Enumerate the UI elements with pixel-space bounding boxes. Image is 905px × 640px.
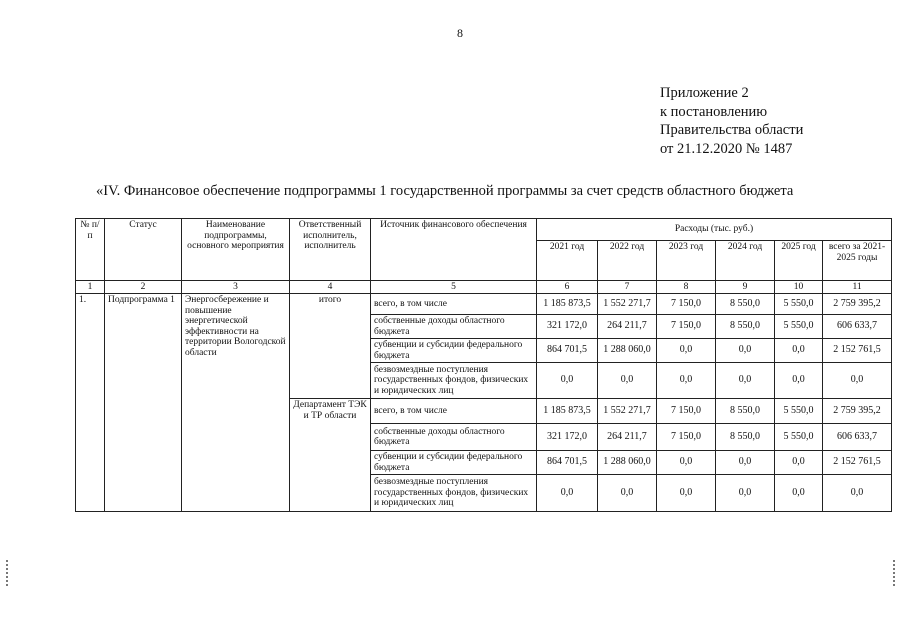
value-cell: 0,0 — [775, 339, 823, 363]
funding-source: всего, в том числе — [371, 294, 537, 315]
value-cell: 2 759 395,2 — [823, 399, 892, 424]
appendix-line: Приложение 2 — [660, 85, 749, 101]
value-cell: 0,0 — [537, 475, 598, 512]
value-cell: 7 150,0 — [657, 399, 716, 424]
column-index: 9 — [716, 281, 775, 294]
row-status: Подпрограмма 1 — [105, 294, 182, 512]
table-row — [76, 294, 892, 315]
value-cell: 0,0 — [657, 475, 716, 512]
value-cell: 5 550,0 — [775, 399, 823, 424]
header-year: 2022 год — [598, 241, 657, 281]
value-cell: 264 211,7 — [598, 424, 657, 451]
header-source: Источник финансового обеспечения — [371, 219, 537, 281]
column-index: 10 — [775, 281, 823, 294]
value-cell: 264 211,7 — [598, 315, 657, 339]
value-cell: 8 550,0 — [716, 424, 775, 451]
column-index: 8 — [657, 281, 716, 294]
row-name: Энергосбережение и повышение энергетической эффективности на территории Вологодской области — [182, 294, 290, 512]
value-cell: 0,0 — [775, 363, 823, 399]
value-cell: 0,0 — [823, 475, 892, 512]
column-index: 2 — [105, 281, 182, 294]
column-index: 7 — [598, 281, 657, 294]
header-num: № п/п — [76, 219, 105, 281]
value-cell: 7 150,0 — [657, 294, 716, 315]
row-executor: итого — [290, 294, 371, 399]
value-cell: 0,0 — [716, 451, 775, 475]
financing-table — [75, 218, 892, 512]
value-cell: 1 288 060,0 — [598, 451, 657, 475]
header-expenses: Расходы (тыс. руб.) — [537, 219, 892, 241]
header-year-total: всего за 2021-2025 годы — [823, 241, 892, 281]
column-index: 11 — [823, 281, 892, 294]
value-cell: 0,0 — [716, 363, 775, 399]
appendix-line: Правительства области — [660, 122, 804, 138]
value-cell: 8 550,0 — [716, 399, 775, 424]
value-cell: 7 150,0 — [657, 315, 716, 339]
value-cell: 2 759 395,2 — [823, 294, 892, 315]
value-cell: 2 152 761,5 — [823, 339, 892, 363]
value-cell: 321 172,0 — [537, 315, 598, 339]
value-cell: 0,0 — [716, 475, 775, 512]
value-cell: 7 150,0 — [657, 424, 716, 451]
column-index: 1 — [76, 281, 105, 294]
value-cell: 864 701,5 — [537, 339, 598, 363]
value-cell: 0,0 — [657, 363, 716, 399]
value-cell: 0,0 — [598, 475, 657, 512]
column-index: 5 — [371, 281, 537, 294]
value-cell: 606 633,7 — [823, 315, 892, 339]
value-cell: 0,0 — [537, 363, 598, 399]
page-number: 8 — [457, 26, 463, 40]
header-year: 2023 год — [657, 241, 716, 281]
header-name: Наименование подпрограммы, основного мероприятия — [182, 219, 290, 281]
header-year: 2021 год — [537, 241, 598, 281]
value-cell: 0,0 — [657, 451, 716, 475]
value-cell: 864 701,5 — [537, 451, 598, 475]
funding-source: субвенции и субсидии федерального бюджета — [371, 451, 537, 475]
header-status: Статус — [105, 219, 182, 281]
row-executor: Департамент ТЭК и ТР области — [290, 399, 371, 512]
column-index: 3 — [182, 281, 290, 294]
funding-source: субвенции и субсидии федерального бюджета — [371, 339, 537, 363]
funding-source: безвозмездные поступления государственных фондов, физических и юридических лиц — [371, 475, 537, 512]
value-cell: 8 550,0 — [716, 294, 775, 315]
value-cell: 0,0 — [823, 363, 892, 399]
value-cell: 8 550,0 — [716, 315, 775, 339]
funding-source: всего, в том числе — [371, 399, 537, 424]
value-cell: 1 185 873,5 — [537, 294, 598, 315]
header-year: 2025 год — [775, 241, 823, 281]
value-cell: 321 172,0 — [537, 424, 598, 451]
value-cell: 0,0 — [657, 339, 716, 363]
value-cell: 1 552 271,7 — [598, 294, 657, 315]
header-executor: Ответственный исполнитель, исполнитель — [290, 219, 371, 281]
value-cell: 0,0 — [716, 339, 775, 363]
scan-edge-mark — [6, 560, 10, 586]
value-cell: 2 152 761,5 — [823, 451, 892, 475]
appendix-block — [660, 84, 803, 158]
value-cell: 1 185 873,5 — [537, 399, 598, 424]
section-title: «IV. Финансовое обеспечение подпрограммы 1 государственной программы за счет средств областного бюджета — [96, 183, 794, 199]
value-cell: 1 552 271,7 — [598, 399, 657, 424]
scan-edge-mark — [893, 560, 897, 586]
row-number: 1. — [76, 294, 105, 512]
value-cell: 606 633,7 — [823, 424, 892, 451]
funding-source: собственные доходы областного бюджета — [371, 424, 537, 451]
value-cell: 0,0 — [775, 451, 823, 475]
financing-table-wrapper — [75, 218, 892, 512]
value-cell: 5 550,0 — [775, 315, 823, 339]
funding-source: собственные доходы областного бюджета — [371, 315, 537, 339]
column-index: 6 — [537, 281, 598, 294]
value-cell: 1 288 060,0 — [598, 339, 657, 363]
appendix-line: к постановлению — [660, 103, 768, 120]
funding-source: безвозмездные поступления государственных фондов, физических и юридических лиц — [371, 363, 537, 399]
value-cell: 0,0 — [598, 363, 657, 399]
column-index-row — [76, 281, 892, 294]
value-cell: 5 550,0 — [775, 294, 823, 315]
header-year: 2024 год — [716, 241, 775, 281]
value-cell: 5 550,0 — [775, 424, 823, 451]
column-index: 4 — [290, 281, 371, 294]
value-cell: 0,0 — [775, 475, 823, 512]
appendix-line: от 21.12.2020 № 1487 — [660, 140, 793, 157]
